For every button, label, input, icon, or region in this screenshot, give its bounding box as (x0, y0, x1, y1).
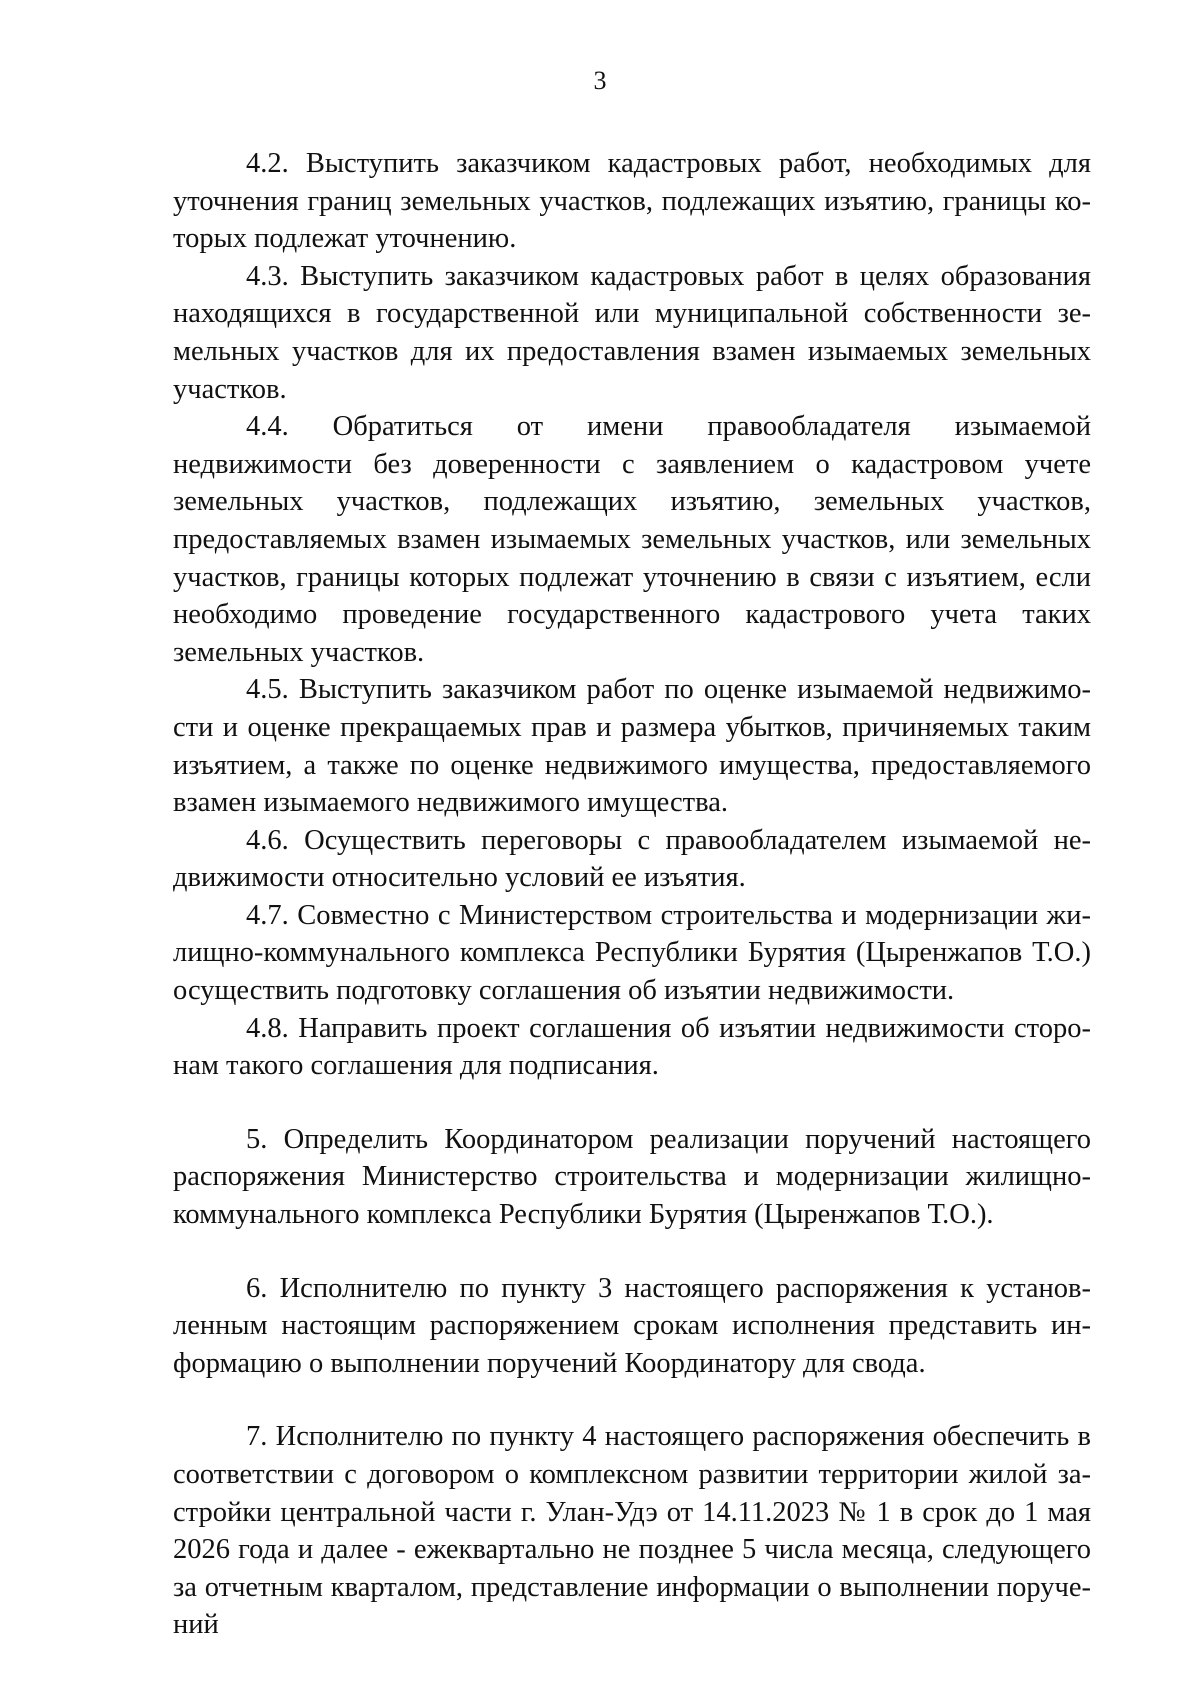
paragraph-7: 7. Исполнителю по пункту 4 настоящего распоряжения обеспечить в соответствии с договором о комплексном развитии территории жилой застройки центральной части г. Улан-Удэ от 14.11.2023 № 1 в срок до 1 мая 2026 года и далее - ежеквартально не позднее 5 числа месяца, следующего за отчетным кварталом, представление информации о выполнении поручений (173, 1421, 1091, 1641)
paragraph-4-3: 4.3. Выступить заказчиком кадастровых работ в целях образования находящихся в государственной или муниципальной собственности земельных участков для их предоставления взамен изымаемых земельных участков. (173, 260, 1091, 405)
paragraph-6: 6. Исполнителю по пункту 3 настоящего распоряжения к установленным настоящим распоряжением срокам исполнения представить информацию о выполнении поручений Координатору для свода. (173, 1272, 1091, 1379)
paragraph-4-2: 4.2. Выступить заказчиком кадастровых работ, необходимых для уточнения границ земельных участков, подлежащих изъятию, границы которых подлежат уточнению. (173, 148, 1091, 255)
paragraph-gap (173, 1234, 1091, 1270)
paragraph-4-6: 4.6. Осуществить переговоры с правообладателем изымаемой недвижимости относительно условий ее изъятия. (173, 824, 1091, 894)
paragraph-4-5: 4.5. Выступить заказчиком работ по оценке изымаемой недвижимости и оценке прекращаемых прав и размера убытков, причиняемых таким изъятием, а также по оценке недвижимого имущества, предоставляемого взамен изымаемого недвижимого имущества. (173, 674, 1091, 819)
paragraph-gap (173, 1382, 1091, 1418)
page-number: 3 (593, 66, 607, 95)
paragraph-5: 5. Определить Координатором реализации поручений настоящего распоряжения Министерство строительства и модернизации жилищно-коммунального комплекса Республики Бурятия (Цыренжапов Т.О.). (173, 1123, 1091, 1231)
paragraph-4-7: 4.7. Совместно с Министерством строительства и модернизации жилищно-коммунального комплекса Республики Бурятия (Цыренжапов Т.О.) осуществить подготовку соглашения об изъятии недвижимости. (173, 899, 1091, 1007)
paragraph-4-8: 4.8. Направить проект соглашения об изъятии недвижимости сторонам такого соглашения для подписания. (173, 1012, 1091, 1082)
paragraph-4-4: 4.4. Обратиться от имени правообладателя изымаемой недвижимости без доверенности с заявлением о кадастровом учете земельных участков, подлежащих изъятию, земельных участков, предоставляемых взамен изымаемых земельных участков, или земельных участков, границы которых подлежат уточнению в связи с изъятием, если необходимо проведение государственного кадастрового учета таких земельных участков. (173, 411, 1091, 668)
document-body (173, 145, 1091, 1644)
paragraph-gap (173, 1085, 1091, 1121)
